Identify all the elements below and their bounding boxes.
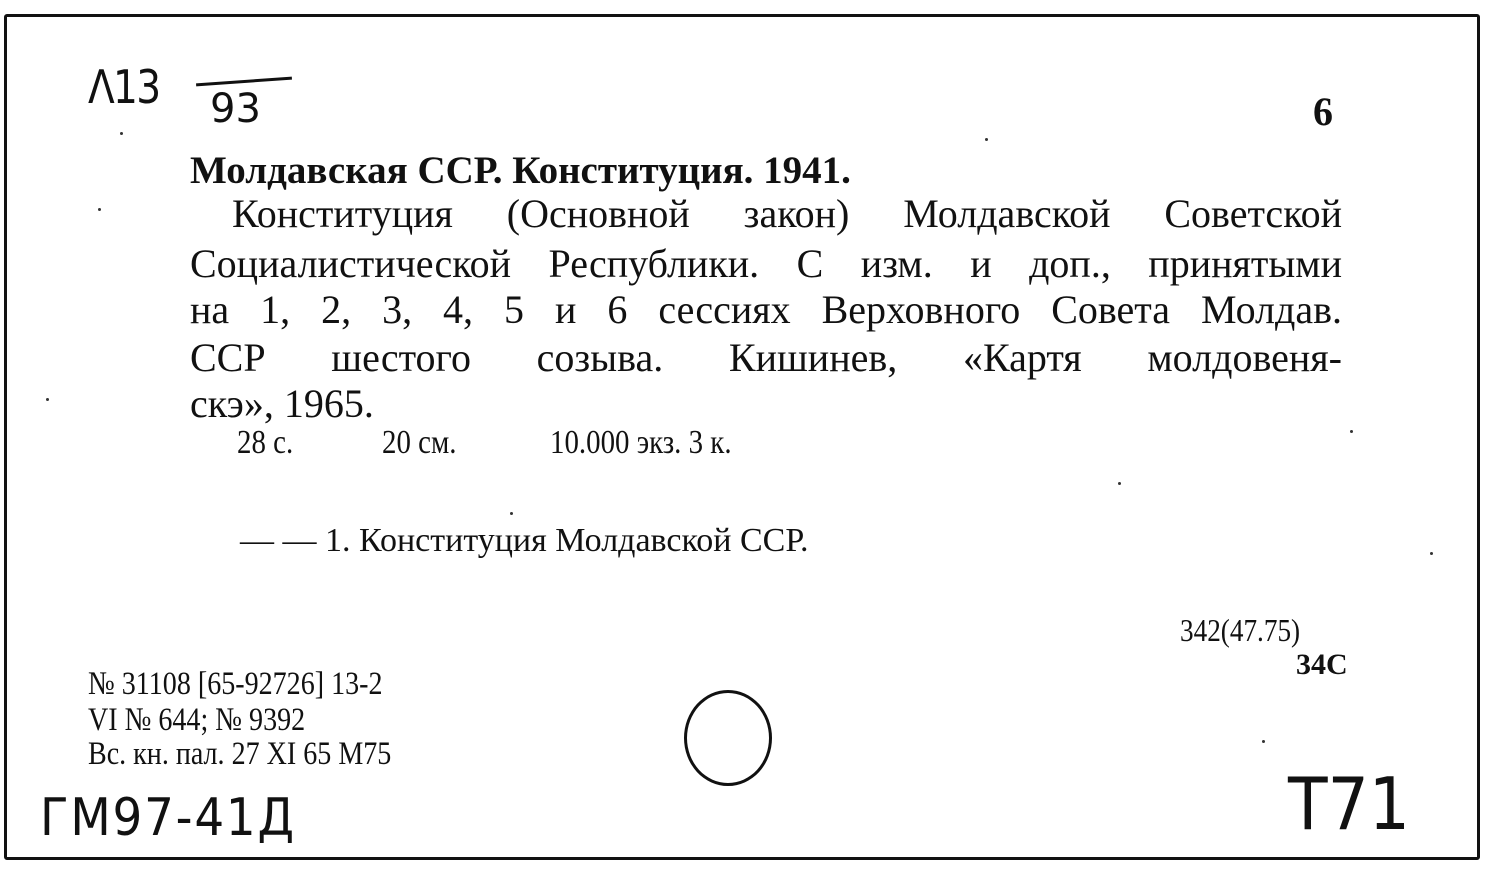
paper-speck (120, 132, 123, 135)
paper-speck (1118, 482, 1121, 485)
body-line-5: скэ», 1965. (190, 381, 374, 426)
paper-speck (510, 512, 513, 515)
collation-copies-price: 10.000 экз. 3 к. (550, 424, 732, 461)
paper-speck (985, 138, 988, 141)
paper-speck (46, 398, 49, 401)
stamp-circle (684, 690, 772, 786)
subject-tracing: — — 1. Конституция Молдавской ССР. (240, 522, 809, 559)
card-number: 6 (1313, 89, 1333, 134)
paper-speck (1262, 740, 1265, 743)
footer-line-1: № 31108 [65-92726] 13-2 (88, 666, 383, 702)
paper-speck (98, 208, 101, 211)
catalog-heading: Молдавская ССР. Конституция. 1941. (190, 149, 851, 192)
inventory-mark: ГМ97-41Д (40, 788, 296, 848)
paper-speck (1430, 552, 1433, 555)
body-line-1: Конституция (Основной закон) Молдавской Советской (232, 191, 1342, 236)
body-line-2: Социалистической Республики. С изм. и доп., принятыми (190, 241, 1342, 286)
classification-code: 342(47.75) (1180, 612, 1301, 648)
handwritten-code: Т71 (1288, 762, 1411, 846)
shelf-fraction-number: 93 (210, 86, 261, 132)
collation-pages: 28 с. (237, 424, 294, 461)
paper-speck (1350, 430, 1353, 433)
footer-line-3: Вс. кн. пал. 27 XI 65 Μ75 (88, 736, 392, 772)
collation-size: 20 см. (382, 424, 457, 461)
body-line-3: на 1, 2, 3, 4, 5 и 6 сессиях Верховного Совета Молдав. (190, 287, 1342, 332)
shelf-mark: Λ13 (88, 60, 160, 114)
author-mark: 34С (1296, 648, 1348, 681)
body-line-4: ССР шестого созыва. Кишинев, «Картя молдовеня- (190, 335, 1342, 380)
footer-line-2: VI № 644; № 9392 (88, 702, 306, 738)
